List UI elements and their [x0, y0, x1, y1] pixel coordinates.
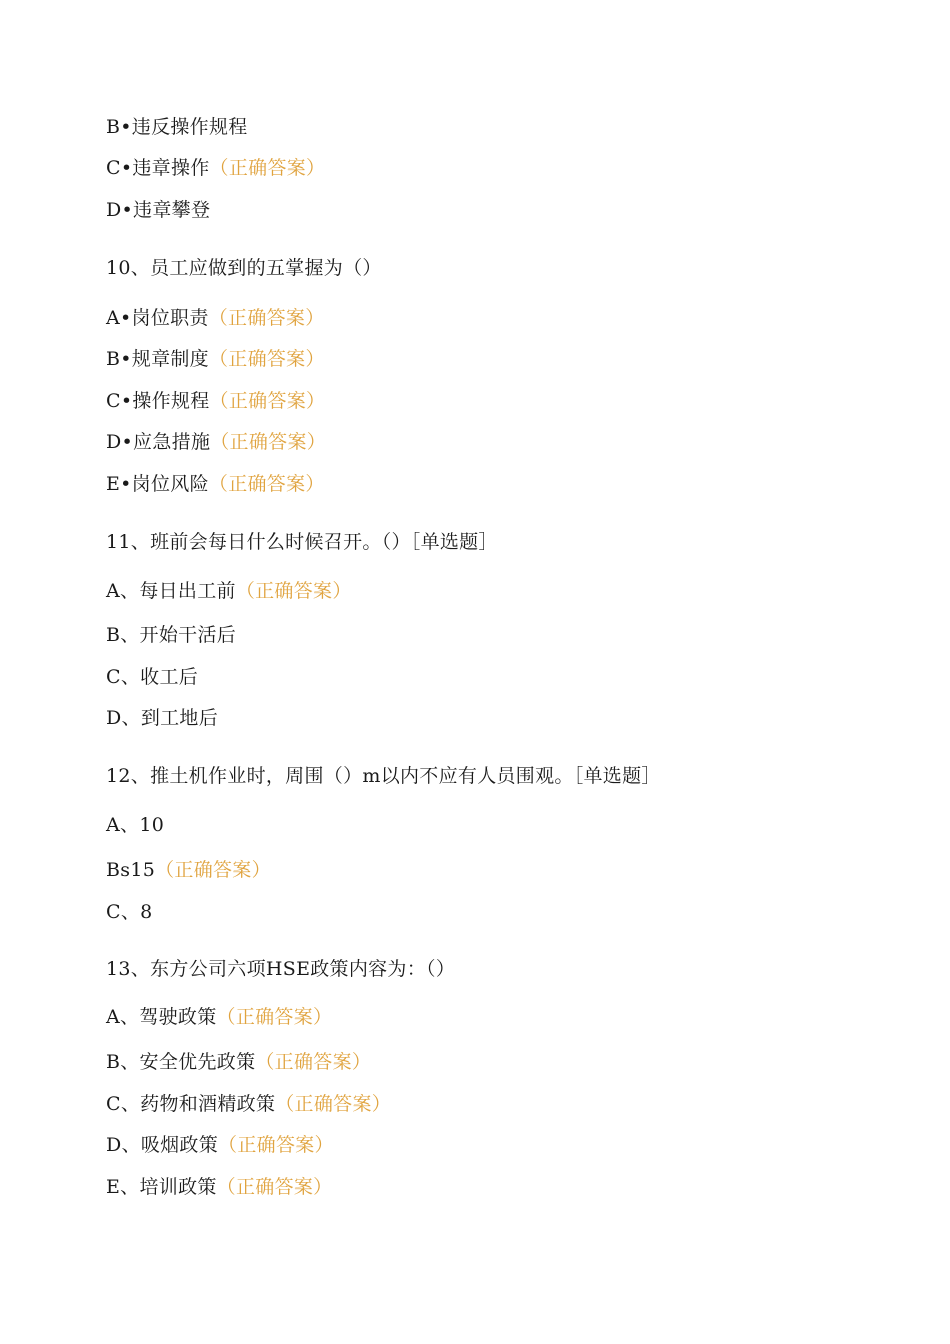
q11-option-a [106, 579, 352, 603]
q10-option-d [106, 430, 326, 454]
q12-option-a [106, 813, 164, 837]
option-text: D•应急措施 [106, 431, 211, 453]
option-text: E•岗位风险 [106, 473, 209, 495]
correct-answer-mark: （正确答案） [218, 1134, 334, 1156]
correct-answer-mark: （正确答案） [208, 348, 325, 370]
correct-answer-mark: （正确答案） [255, 1051, 372, 1073]
option-text: C•操作规程 [106, 390, 210, 412]
q13-option-b [106, 1050, 371, 1074]
option-text: B、安全优先政策 [106, 1051, 256, 1073]
q9-option-b [106, 115, 248, 139]
option-text: C、收工后 [106, 666, 199, 688]
q10-question: 10、员工应做到的五掌握为（） [106, 257, 382, 279]
correct-answer-mark: （正确答案） [235, 580, 352, 602]
q10-option-e [106, 472, 325, 496]
correct-answer-mark: （正确答案） [210, 431, 327, 453]
option-text: A、每日出工前 [106, 580, 236, 602]
correct-answer-mark: （正确答案） [216, 1176, 333, 1198]
q13-option-a [106, 1005, 332, 1029]
option-text: C、8 [106, 901, 153, 923]
q13-option-e [106, 1175, 332, 1199]
q13-option-d [106, 1133, 334, 1157]
correct-answer-mark: （正确答案） [209, 390, 326, 412]
correct-answer-mark: （正确答案） [208, 307, 325, 329]
q11-option-b [106, 623, 236, 647]
option-text: A•岗位职责 [106, 307, 209, 329]
q9-option-c [106, 156, 325, 180]
q9-option-d [106, 198, 210, 222]
option-text: Bs15 [106, 859, 156, 881]
option-text: B•规章制度 [106, 348, 209, 370]
option-text: B、开始干活后 [106, 624, 237, 646]
correct-answer-mark: （正确答案） [275, 1093, 392, 1115]
correct-answer-mark: （正确答案） [216, 1006, 333, 1028]
option-text: E、培训政策 [106, 1176, 217, 1198]
option-text: B•违反操作规程 [106, 116, 248, 138]
option-text: C•违章操作 [106, 157, 210, 179]
q10-option-c [106, 389, 325, 413]
correct-answer-mark: （正确答案） [155, 859, 271, 881]
q11-option-d [106, 706, 218, 730]
option-text: A、10 [106, 814, 165, 836]
q12-option-c [106, 900, 153, 924]
q12-option-b [106, 858, 271, 882]
q10-option-a [106, 306, 325, 330]
q10-option-b [106, 347, 325, 371]
q13-option-c [106, 1092, 391, 1116]
correct-answer-mark: （正确答案） [208, 473, 325, 495]
option-text: D、吸烟政策 [106, 1134, 219, 1156]
q11-question: 11、班前会每日什么时候召开。（）［单选题］ [106, 531, 498, 553]
option-text: C、药物和酒精政策 [106, 1093, 276, 1115]
option-text: D•违章攀登 [106, 199, 211, 221]
option-text: A、驾驶政策 [106, 1006, 217, 1028]
q13-question: 13、东方公司六项HSE政策内容为：（） [106, 958, 456, 980]
correct-answer-mark: （正确答案） [209, 157, 326, 179]
q11-option-c [106, 665, 198, 689]
option-text: D、到工地后 [106, 707, 219, 729]
q12-question: 12、推土机作业时，周围（）m以内不应有人员围观。［单选题］ [106, 765, 661, 787]
